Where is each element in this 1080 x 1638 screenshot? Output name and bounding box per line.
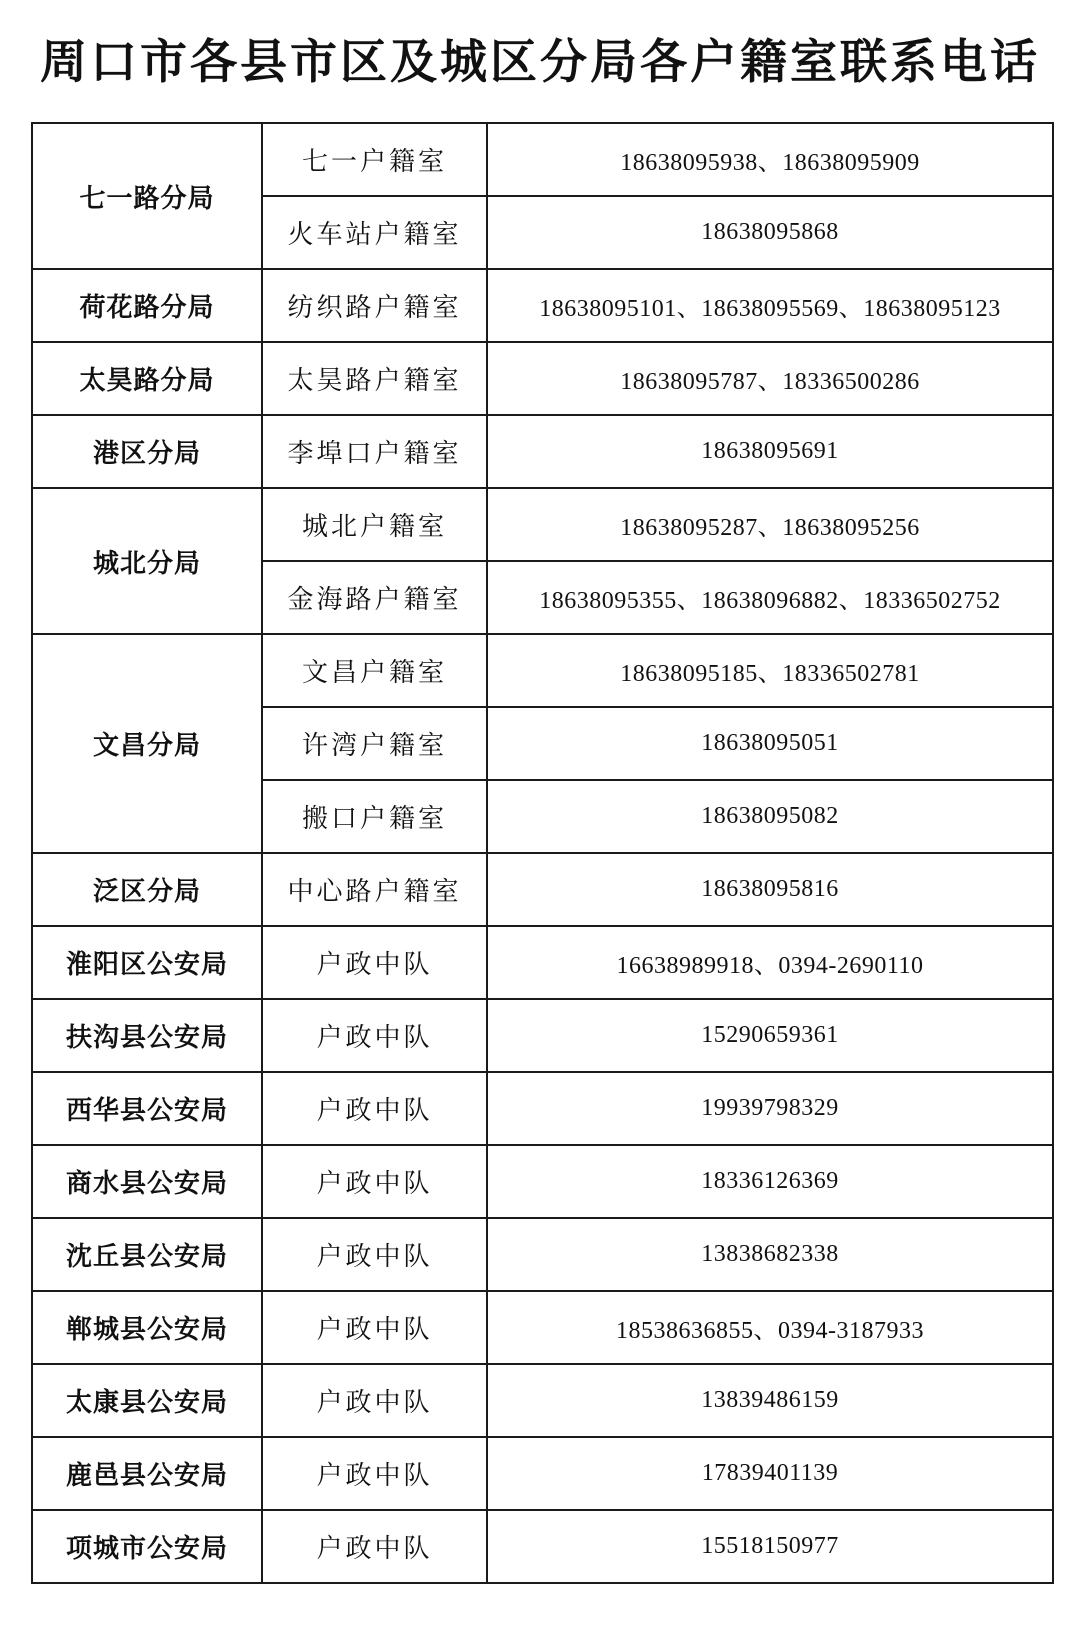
phone-number: 18638095287、18638095256 [487,488,1053,561]
phone-number: 18638095787、18336500286 [487,342,1053,415]
phone-number: 15290659361 [487,999,1053,1072]
branch-name: 文昌分局 [32,634,262,853]
office-name: 李埠口户籍室 [262,415,487,488]
branch-name: 沈丘县公安局 [32,1218,262,1291]
phone-number: 18638095868 [487,196,1053,269]
page-title: 周口市各县市区及城区分局各户籍室联系电话 [40,35,1040,90]
phone-number: 15518150977 [487,1510,1053,1583]
phone-number: 18638095185、18336502781 [487,634,1053,707]
table-row [32,1510,1053,1583]
phone-number: 18638095051 [487,707,1053,780]
branch-name: 扶沟县公安局 [32,999,262,1072]
table-row [32,926,1053,999]
phone-number: 13838682338 [487,1218,1053,1291]
table-row [32,342,1053,415]
branch-name: 郸城县公安局 [32,1291,262,1364]
phone-number: 18638095816 [487,853,1053,926]
office-name: 城北户籍室 [262,488,487,561]
office-name: 太昊路户籍室 [262,342,487,415]
phone-number: 18336126369 [487,1145,1053,1218]
phone-number: 17839401139 [487,1437,1053,1510]
office-name: 火车站户籍室 [262,196,487,269]
branch-name: 商水县公安局 [32,1145,262,1218]
table-row [32,1218,1053,1291]
table-row [32,1364,1053,1437]
office-name: 户政中队 [262,1364,487,1437]
office-name: 户政中队 [262,1072,487,1145]
branch-name: 太昊路分局 [32,342,262,415]
branch-name: 鹿邑县公安局 [32,1437,262,1510]
phone-number: 18538636855、0394-3187933 [487,1291,1053,1364]
table-row [32,1291,1053,1364]
table-row [32,999,1053,1072]
table-row [32,634,1053,707]
office-name: 七一户籍室 [262,123,487,196]
table-row [32,488,1053,561]
table-row [32,269,1053,342]
office-name: 纺织路户籍室 [262,269,487,342]
phone-number: 18638095355、18638096882、18336502752 [487,561,1053,634]
phone-number: 18638095691 [487,415,1053,488]
phone-number: 16638989918、0394-2690110 [487,926,1053,999]
branch-name: 淮阳区公安局 [32,926,262,999]
phone-number: 13839486159 [487,1364,1053,1437]
branch-name: 项城市公安局 [32,1510,262,1583]
table-row [32,123,1053,196]
branch-name: 泛区分局 [32,853,262,926]
branch-name: 西华县公安局 [32,1072,262,1145]
office-name: 户政中队 [262,1145,487,1218]
table-row [32,1145,1053,1218]
branch-name: 港区分局 [32,415,262,488]
contact-table [31,122,1054,1584]
table-row [32,1072,1053,1145]
phone-number: 18638095101、18638095569、18638095123 [487,269,1053,342]
table-row [32,415,1053,488]
office-name: 户政中队 [262,1291,487,1364]
phone-number: 18638095938、18638095909 [487,123,1053,196]
branch-name: 太康县公安局 [32,1364,262,1437]
office-name: 户政中队 [262,1510,487,1583]
office-name: 户政中队 [262,1437,487,1510]
table-row [32,1437,1053,1510]
branch-name: 荷花路分局 [32,269,262,342]
office-name: 户政中队 [262,1218,487,1291]
phone-number: 19939798329 [487,1072,1053,1145]
table-row [32,853,1053,926]
phone-number: 18638095082 [487,780,1053,853]
office-name: 许湾户籍室 [262,707,487,780]
office-name: 搬口户籍室 [262,780,487,853]
branch-name: 城北分局 [32,488,262,634]
office-name: 金海路户籍室 [262,561,487,634]
office-name: 户政中队 [262,926,487,999]
office-name: 户政中队 [262,999,487,1072]
office-name: 中心路户籍室 [262,853,487,926]
branch-name: 七一路分局 [32,123,262,269]
office-name: 文昌户籍室 [262,634,487,707]
